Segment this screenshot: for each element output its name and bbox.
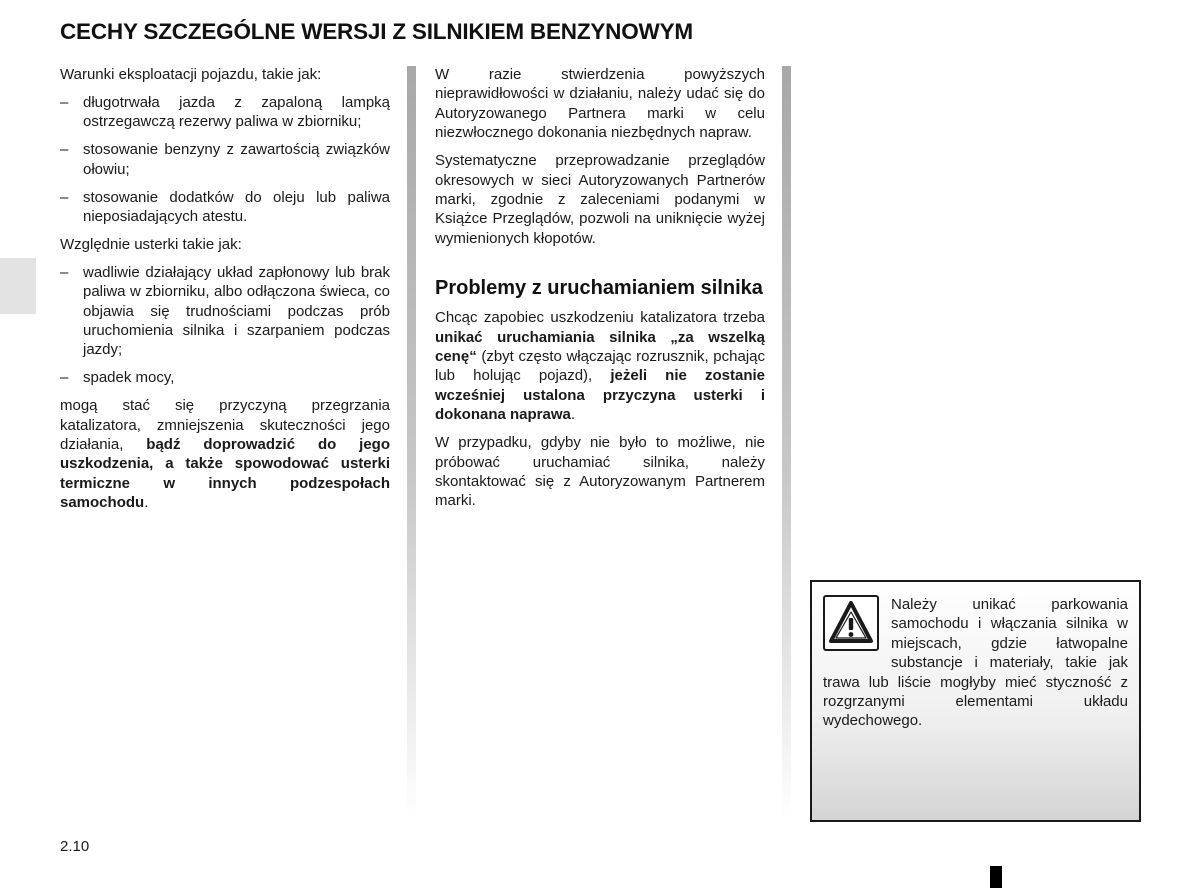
warning-box	[810, 580, 1141, 822]
conclusion-text: mogą stać się przyczyną przegrzania katalizatora, zmniejszenia skuteczności jego działania,	[60, 397, 390, 453]
page-title: CECHY SZCZEGÓLNE WERSJI Z SILNIKIEM BENZYNOWYM	[60, 19, 693, 44]
list-item-text: wadliwie działający układ zapłonowy lub brak paliwa w zbiorniku, albo odłączona świeca, co objawia się trudnościami podczas prób uruchomienia silnika i szarpaniem podczas jazdy;	[83, 263, 390, 359]
conclusion-paragraph	[60, 396, 390, 512]
engine-start-bold-1: unikać uruchamiania silnika „za wszelką cenę“	[435, 328, 765, 365]
bullet-dash: –	[60, 263, 69, 281]
conclusion-bold-text: bądź doprowadzić do jego uszkodzenia, a także spowodować usterki termiczne w innych podzespołach samochodu	[60, 436, 391, 512]
list-item	[60, 140, 390, 179]
section-heading: Problemy z uruchamianiem silnika	[435, 277, 763, 300]
column-separator	[407, 66, 416, 820]
engine-start-paragraph	[435, 308, 765, 424]
list-item	[60, 263, 390, 360]
list-item-text: stosowanie dodatków do oleju lub paliwa nieposiadających atestu.	[83, 188, 390, 225]
contact-partner-paragraph: W przypadku, gdyby nie było to możliwe, nie próbować uruchamiać silnika, należy skontaktować się z Autoryzowanym Partnerem marki.	[435, 434, 765, 510]
list-item-text: długotrwała jazda z zapaloną lampką ostrzegawczą rezerwy paliwa w zbiorniku;	[83, 93, 390, 131]
warning-triangle-icon	[823, 595, 879, 651]
middle-column	[435, 65, 765, 519]
conclusion-end: .	[144, 494, 149, 512]
list-item-text: stosowanie benzyny z zawartością związków ołowiu;	[83, 141, 390, 178]
bullet-dash: –	[60, 188, 69, 206]
engine-start-end: .	[570, 406, 576, 424]
page-number: 2.10	[60, 838, 90, 855]
column-separator	[782, 66, 791, 820]
list-item-text: spadek mocy,	[83, 369, 175, 387]
faults-list	[60, 263, 390, 388]
page-corner-mark	[990, 866, 1002, 888]
operating-conditions-list	[60, 93, 390, 226]
bullet-dash: –	[60, 93, 69, 111]
repair-paragraph: W razie stwierdzenia powyższych nieprawidłowości w działaniu, należy udać się do Autoryzowanego Partnera marki w celu niezwłocznego dokonania niezbędnych napraw.	[435, 66, 765, 142]
left-column	[60, 65, 390, 521]
intro-paragraph: Warunki eksploatacji pojazdu, takie jak:	[60, 66, 322, 83]
engine-start-text-2: (zbyt często włączając rozrusznik, pchając lub holując pojazd),	[435, 347, 765, 385]
engine-start-bold-2: jeżeli nie zostanie wcześniej ustalona przyczyna usterki i dokonana naprawa	[435, 367, 765, 424]
service-paragraph: Systematyczne przeprowadzanie przeglądów okresowych w sieci Autoryzowanych Partnerów marki, zgodnie z zaleceniami podanymi w Książce Przeglądów, pozwoli na uniknięcie wyżej wymienionych kłopotów.	[435, 152, 765, 247]
engine-start-text: Chcąc zapobiec uszkodzeniu katalizatora trzeba	[435, 309, 765, 327]
list-item	[60, 368, 390, 387]
faults-intro-paragraph: Względnie usterki takie jak:	[60, 235, 242, 253]
bullet-dash: –	[60, 141, 69, 159]
list-item	[60, 93, 390, 132]
warning-text: Należy unikać parkowania samochodu i włączania silnika w miejscach, gdzie łatwopalne substancje i materiały, takie jak trawa lub liście mogłyby mieć styczność z rozgrzanymi elementami układu wydechowego.	[823, 596, 1128, 730]
chapter-tab-marker	[0, 258, 36, 314]
bullet-dash: –	[60, 369, 69, 387]
list-item	[60, 188, 390, 227]
